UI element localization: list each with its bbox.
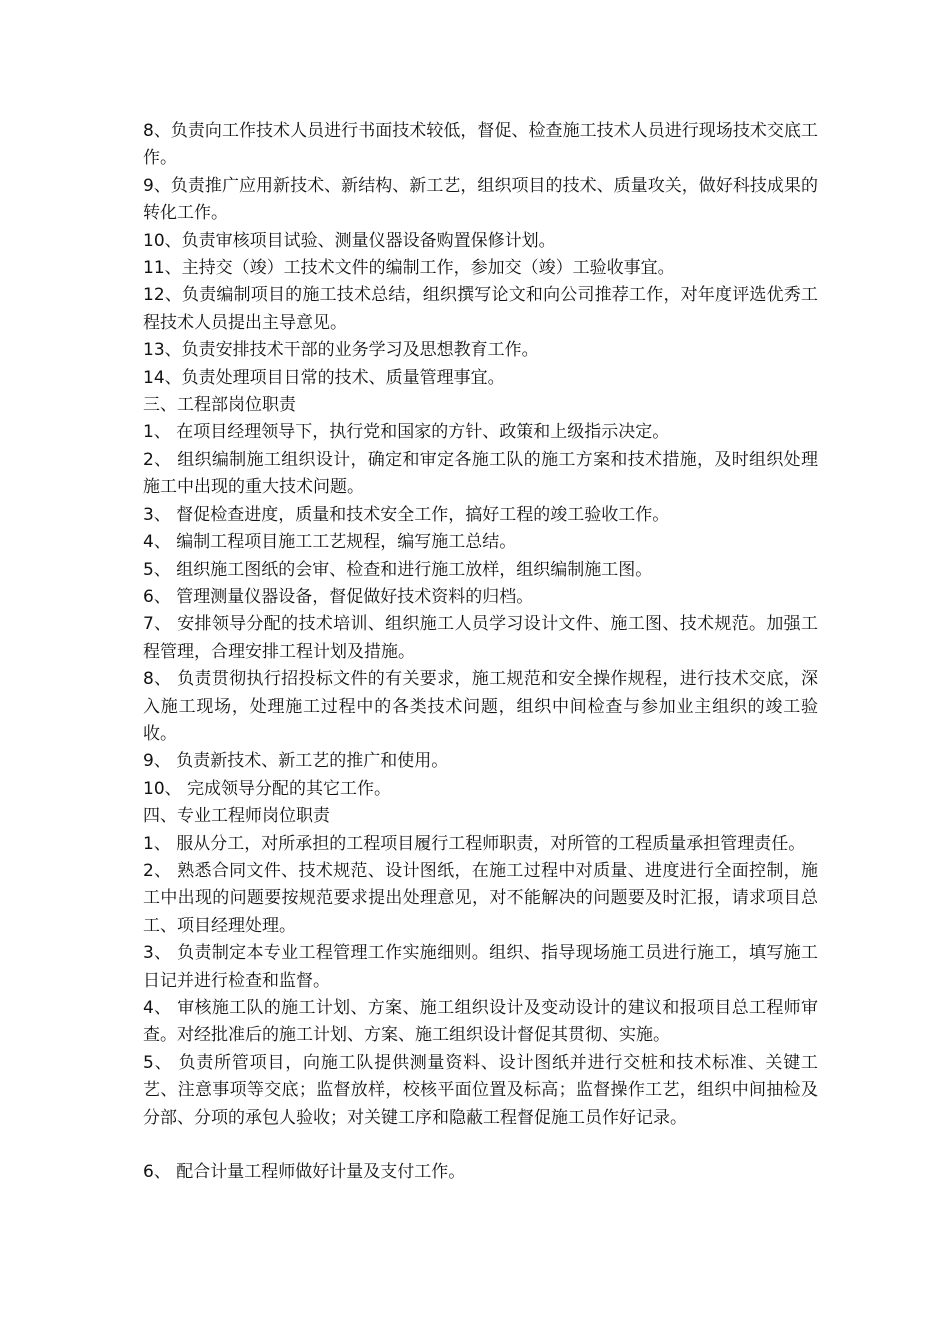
list-item: 9、 负责新技术、新工艺的推广和使用。: [143, 751, 449, 772]
section-heading: 三、工程部岗位职责: [143, 395, 296, 416]
list-item: 8、 负责贯彻执行招投标文件的有关要求，施工规范和安全操作规程，进行技术交底，深入施工现场，处理施工过程中的各类技术问题，组织中间检查与参加业主组织的竣工验收。: [143, 669, 818, 744]
list-item: 10、负责审核项目试验、测量仪器设备购置保修计划。: [143, 230, 556, 251]
list-item: 14、负责处理项目日常的技术、质量管理事宜。: [143, 367, 505, 388]
list-item: 7、 安排领导分配的技术培训、组织施工人员学习设计文件、施工图、技术规范。加强工程管理，合理安排工程计划及措施。: [143, 614, 818, 662]
list-item: 3、 督促检查进度，质量和技术安全工作，搞好工程的竣工验收工作。: [143, 504, 670, 525]
list-item: 8、负责向工作技术人员进行书面技术较低，督促、检查施工技术人员进行现场技术交底工作。: [143, 121, 818, 169]
list-item: 11、主持交（竣）工技术文件的编制工作，参加交（竣）工验收事宜。: [143, 258, 675, 279]
list-item: 1、 服从分工，对所承担的工程项目履行工程师职责，对所管的工程质量承担管理责任。: [143, 833, 806, 854]
blank-line: [143, 1132, 818, 1159]
list-item: 4、 审核施工队的施工计划、方案、施工组织设计及变动设计的建议和报项目总工程师审查。对经批准后的施工计划、方案、施工组织设计督促其贯彻、实施。: [143, 998, 818, 1046]
list-item: 6、 管理测量仪器设备，督促做好技术资料的归档。: [143, 586, 534, 607]
list-item: 9、负责推广应用新技术、新结构、新工艺，组织项目的技术、质量攻关，做好科技成果的转化工作。: [143, 175, 818, 224]
list-item: 4、 编制工程项目施工工艺规程，编写施工总结。: [143, 532, 517, 553]
list-item: 12、负责编制项目的施工技术总结，组织撰写论文和向公司推荐工作，对年度评选优秀工程技术人员提出主导意见。: [143, 285, 818, 333]
list-item: 6、 配合计量工程师做好计量及支付工作。: [143, 1162, 466, 1183]
document-body: [143, 118, 818, 1187]
list-item: 13、负责安排技术干部的业务学习及思想教育工作。: [143, 340, 539, 361]
list-item: 1、 在项目经理领导下，执行党和国家的方针、政策和上级指示决定。: [143, 422, 670, 443]
list-item: 5、 负责所管项目，向施工队提供测量资料、设计图纸并进行交桩和技术标准、关键工艺、注意事项等交底；监督放样，校核平面位置及标高；监督操作工艺，组织中间抽检及分部、分项的承包人验收；对关键工序和隐蔽工程督促施工员作好记录。: [143, 1052, 818, 1128]
list-item: 10、 完成领导分配的其它工作。: [143, 778, 392, 799]
section-heading: 四、专业工程师岗位职责: [143, 806, 330, 827]
list-item: 5、 组织施工图纸的会审、检查和进行施工放样，组织编制施工图。: [143, 559, 653, 580]
list-item: 2、 熟悉合同文件、技术规范、设计图纸，在施工过程中对质量、进度进行全面控制，施工中出现的问题要按规范要求提出处理意见，对不能解决的问题要及时汇报，请求项目总工、项目经理处理。: [143, 860, 818, 936]
list-item: 3、 负责制定本专业工程管理工作实施细则。组织、指导现场施工员进行施工，填写施工日记并进行检查和监督。: [143, 943, 818, 991]
list-item: 2、 组织编制施工组织设计，确定和审定各施工队的施工方案和技术措施，及时组织处理施工中出现的重大技术问题。: [143, 449, 818, 498]
